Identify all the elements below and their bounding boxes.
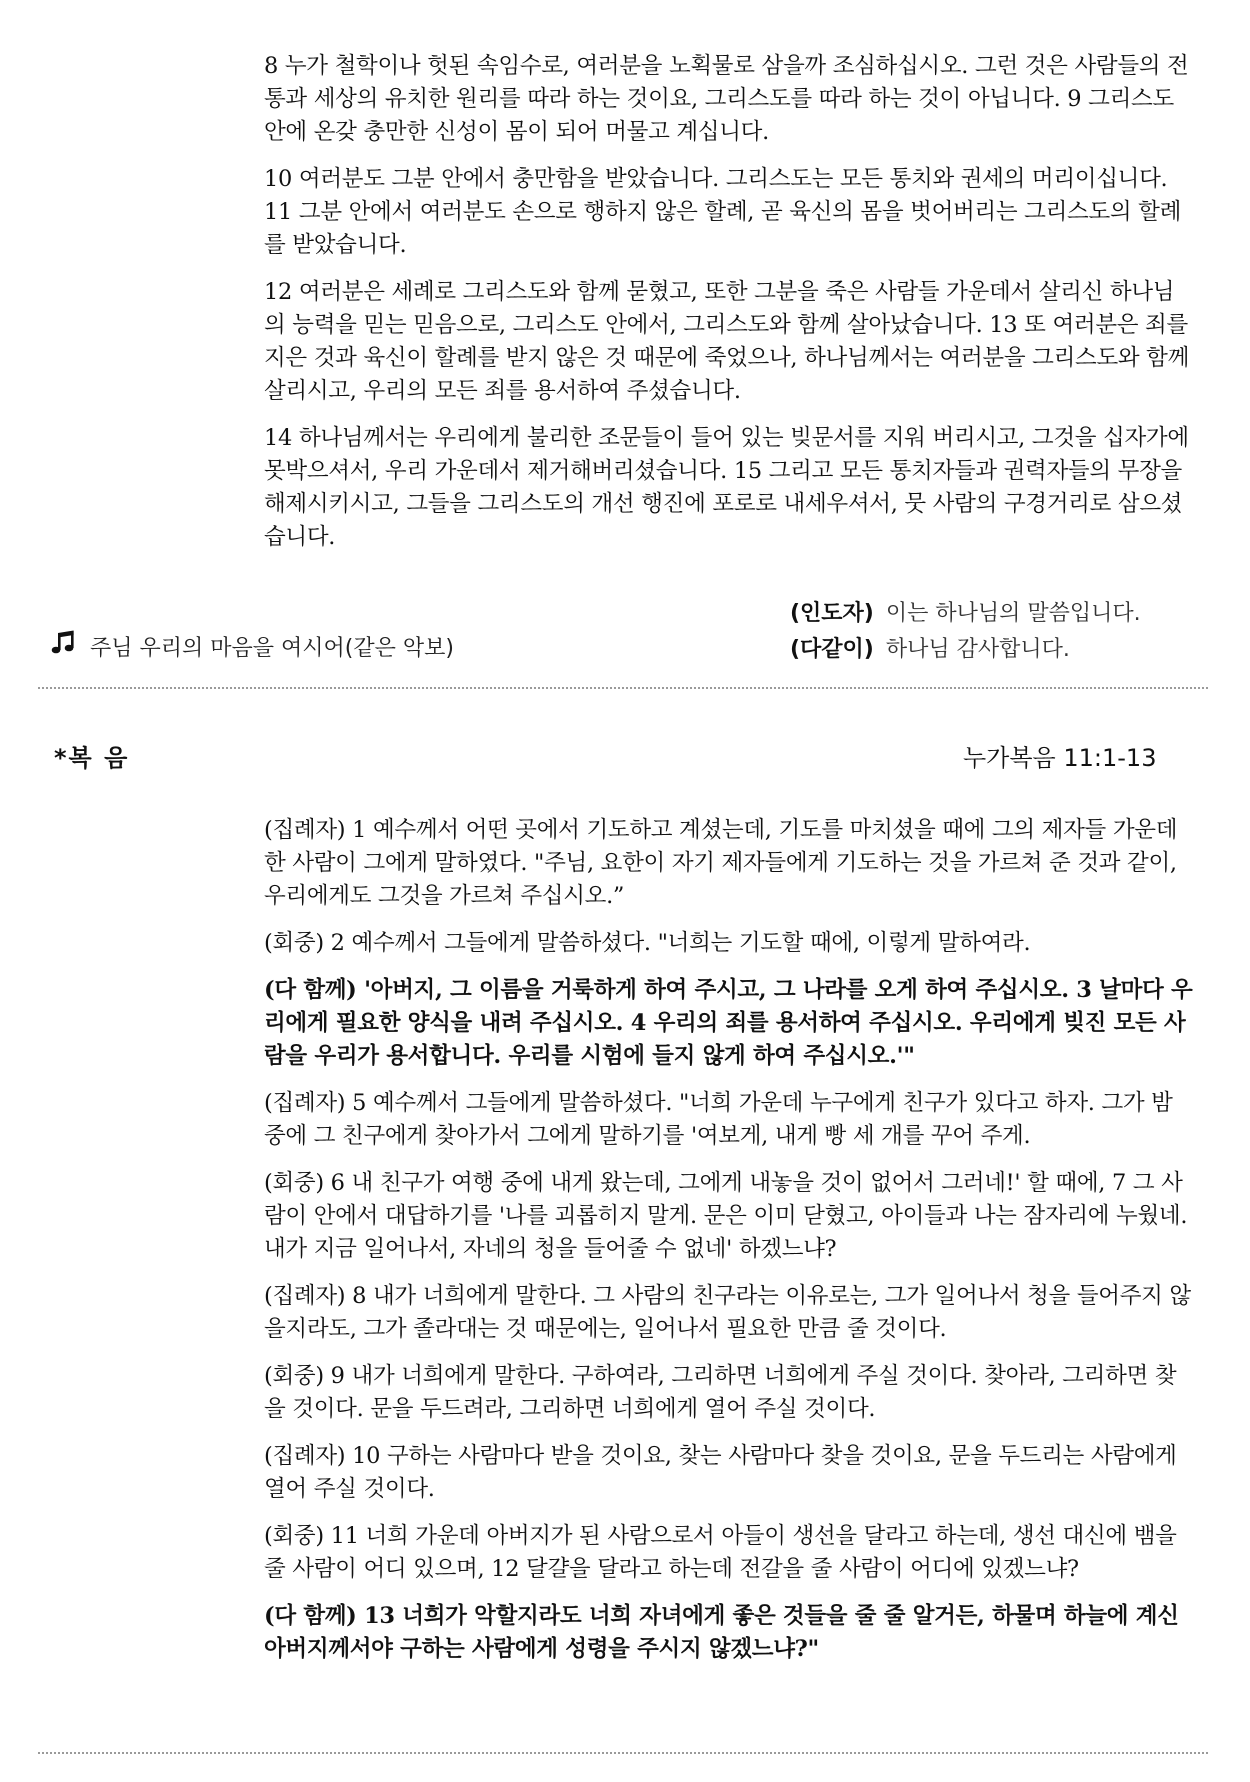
gospel-paragraph: (집례자) 5 예수께서 그들에게 말씀하셨다. "너희 가운데 누구에게 친구가 있다고 하자. 그가 밤중에 그 친구에게 찾아가서 그에게 말하기를 '여보게, 내게 빵 세 개를 꾸어 주게.	[264, 1090, 1173, 1149]
reading-paragraph: 8 누가 철학이나 헛된 속임수로, 여러분을 노획물로 삼을까 조심하십시오. 그런 것은 사람들의 전통과 세상의 유치한 원리를 따라 하는 것이요, 그리스도를 따라 하는 것이 아닙니다. 9 그리스도 안에 온갖 충만한 신성이 몸이 되어 머물고 계십니다.	[264, 53, 1189, 145]
gospel-title: *복 음	[54, 744, 130, 772]
reading-paragraph: 10 여러분도 그분 안에서 충만함을 받았습니다. 그리스도는 모든 통치와 권세의 머리이십니다. 11 그분 안에서 여러분도 손으로 행하지 않은 할례, 곧 육신의 몸을 벗어버리는 그리스도의 할례를 받았습니다.	[264, 166, 1182, 258]
congregation-response	[790, 632, 1141, 668]
hymn-title: 주님 우리의 마음을 여시어(같은 악보)	[90, 635, 454, 661]
gospel-paragraph: (집례자) 10 구하는 사람마다 받을 것이요, 찾는 사람마다 찾을 것이요, 문을 두드리는 사람에게 열어 주실 것이다.	[264, 1443, 1177, 1502]
response-block	[790, 596, 1141, 668]
leader-label: (인도자)	[790, 601, 874, 626]
gospel-paragraph: (집례자) 1 예수께서 어떤 곳에서 기도하고 계셨는데, 기도를 마치셨을 때에 그의 제자들 가운데 한 사람이 그에게 말하였다. "주님, 요한이 자기 제자들에게 기도하는 것을 가르쳐 준 것과 같이, 우리에게도 그것을 가르쳐 주십시오.”	[264, 817, 1178, 909]
gospel-reference: 누가복음 11:1-13	[963, 744, 1157, 772]
gospel-paragraph-unison: (다 함께) 13 너희가 악할지라도 너희 자녀에게 좋은 것들을 줄 줄 알거든, 하물며 하늘에 계신 아버지께서야 구하는 사람에게 성령을 주시지 않겠느냐?"	[264, 1603, 1179, 1662]
gospel-paragraph: (회중) 2 예수께서 그들에게 말씀하셨다. "너희는 기도할 때에, 이렇게 말하여라.	[264, 930, 1031, 956]
reading-passage	[264, 50, 1194, 568]
music-note-icon	[50, 630, 90, 662]
hymn-line	[50, 630, 454, 662]
gospel-paragraph: (회중) 11 너희 가운데 아버지가 된 사람으로서 아들이 생선을 달라고 하는데, 생선 대신에 뱀을 줄 사람이 어디 있으며, 12 달걀을 달라고 하는데 전갈을 줄 사람이 어디에 있겠느냐?	[264, 1523, 1177, 1582]
gospel-paragraph: (회중) 6 내 친구가 여행 중에 내게 왔는데, 그에게 내놓을 것이 없어서 그러네!' 할 때에, 7 그 사람이 안에서 대답하기를 '나를 괴롭히지 말게. 문은 이미 닫혔고, 아이들과 나는 잠자리에 누웠네. 내가 지금 일어나서, 자네의 청을 들어줄 수 없네' 하겠느냐?	[264, 1170, 1188, 1262]
gospel-passage	[264, 814, 1194, 1680]
leader-response	[790, 596, 1141, 632]
bottom-divider	[38, 1752, 1208, 1754]
reading-paragraph: 14 하나님께서는 우리에게 불리한 조문들이 들어 있는 빚문서를 지워 버리시고, 그것을 십자가에 못박으셔서, 우리 가운데서 제거해버리셨습니다. 15 그리고 모든 통치자들과 권력자들의 무장을 해제시키시고, 그들을 그리스도의 개선 행진에 포로로 내세우셔서, 뭇 사람의 구경거리로 삼으셨습니다.	[264, 425, 1189, 550]
all-text: 하나님 감사합니다.	[885, 637, 1070, 662]
reading-paragraph: 12 여러분은 세례로 그리스도와 함께 묻혔고, 또한 그분을 죽은 사람들 가운데서 살리신 하나님의 능력을 믿는 믿음으로, 그리스도 안에서, 그리스도와 함께 살아났습니다. 13 또 여러분은 죄를 지은 것과 육신이 할례를 받지 않은 것 때문에 죽었으나, 하나님께서는 여러분을 그리스도와 함께 살리시고, 우리의 모든 죄를 용서하여 주셨습니다.	[264, 279, 1190, 404]
all-label: (다같이)	[790, 637, 874, 662]
gospel-paragraph: (집례자) 8 내가 너희에게 말한다. 그 사람의 친구라는 이유로는, 그가 일어나서 청을 들어주지 않을지라도, 그가 졸라대는 것 때문에는, 일어나서 필요한 만큼 줄 것이다.	[264, 1283, 1191, 1342]
gospel-paragraph: (회중) 9 내가 너희에게 말한다. 구하여라, 그리하면 너희에게 주실 것이다. 찾아라, 그리하면 찾을 것이다. 문을 두드려라, 그리하면 너희에게 열어 주실 것이다.	[264, 1363, 1177, 1422]
section-divider	[38, 687, 1208, 689]
gospel-paragraph-unison: (다 함께) '아버지, 그 이름을 거룩하게 하여 주시고, 그 나라를 오게 하여 주십시오. 3 날마다 우리에게 필요한 양식을 내려 주십시오. 4 우리의 죄를 용서하여 주십시오. 우리에게 빚진 모든 사람을 우리가 용서합니다. 우리를 시험에 들지 않게 하여 주십시오.'"	[264, 977, 1193, 1069]
leader-text: 이는 하나님의 말씀입니다.	[885, 601, 1141, 626]
